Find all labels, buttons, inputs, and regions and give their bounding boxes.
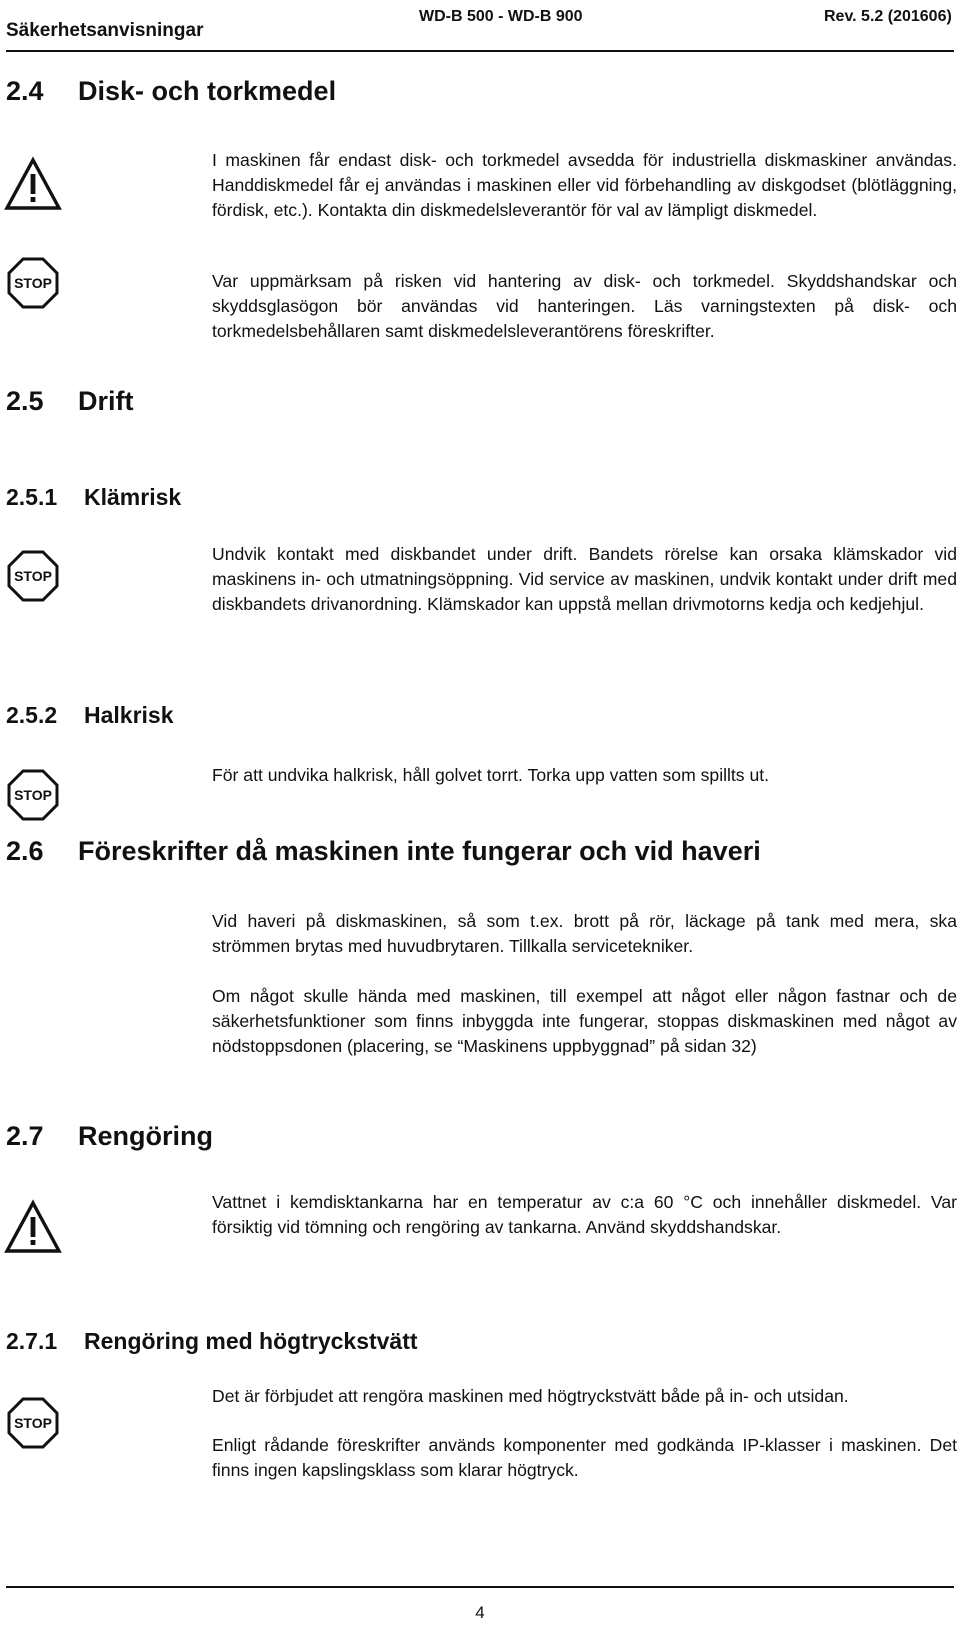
paragraph: Vid haveri på diskmaskinen, så som t.ex. brott på rör, läckage på tank med mera, ska strömmen brytas med huvudbrytaren. Tillkalla servicetekniker.	[212, 911, 957, 956]
section-title: Rengöring	[78, 1121, 213, 1151]
section-number: 2.7	[6, 1121, 44, 1151]
paragraph: Var uppmärksam på risken vid hantering av disk- och torkmedel. Skyddshandskar och skyddsglasögon bör användas vid hanteringen. Läs varningstexten på disk- och torkmedelsbehållaren samt diskmedelsleverantörens föreskrifter.	[212, 271, 957, 341]
paragraph: I maskinen får endast disk- och torkmedel avsedda för industriella diskmaskiner användas. Handdiskmedel får ej användas i maskinen eller vid förbehandling av diskgodset (blötläggning, fördisk, etc.). Kontakta din diskmedelsleverantör för val av lämpligt diskmedel.	[212, 150, 957, 220]
stop-sign-icon	[4, 1395, 62, 1451]
stop-label: STOP	[14, 1415, 52, 1431]
header-model: WD-B 500 - WD-B 900	[419, 8, 583, 25]
subsection-heading-2-5-1	[6, 484, 181, 511]
stop-label: STOP	[14, 275, 52, 291]
section-number: 2.5.1	[6, 484, 58, 510]
section-number: 2.4	[6, 76, 44, 106]
section-title: Disk- och torkmedel	[78, 76, 337, 106]
stop-sign-icon	[4, 255, 62, 311]
header-revision: Rev. 5.2 (201606)	[824, 8, 952, 25]
paragraph: För att undvika halkrisk, håll golvet torrt. Torka upp vatten som spillts ut.	[212, 765, 770, 785]
section-number: 2.6	[6, 836, 44, 866]
warning-triangle-icon	[4, 1199, 62, 1255]
stop-label: STOP	[14, 787, 52, 803]
section-title: Halkrisk	[84, 702, 174, 728]
stop-sign-icon	[4, 767, 62, 823]
footer-rule	[6, 1586, 954, 1588]
stop-sign-icon	[4, 548, 62, 604]
header-title: Säkerhetsanvisningar	[6, 20, 204, 41]
section-number: 2.5.2	[6, 702, 58, 728]
section-heading-2-4	[6, 76, 336, 107]
paragraph: Enligt rådande föreskrifter används komponenter med godkända IP-klasser i maskinen. Det finns ingen kapslingsklass som klarar högtryck.	[212, 1435, 957, 1480]
section-heading-2-6	[6, 836, 761, 867]
paragraph: Det är förbjudet att rengöra maskinen med högtryckstvätt både på in- och utsidan.	[212, 1386, 849, 1406]
section-title: Klämrisk	[84, 484, 182, 510]
page-number: 4	[475, 1603, 485, 1622]
paragraph: Vattnet i kemdisktankarna har en temperatur av c:a 60 °C och innehåller diskmedel. Var försiktig vid tömning och rengöring av tankarna. Använd skyddshandskar.	[212, 1192, 957, 1237]
section-title: Rengöring med högtryckstvätt	[84, 1328, 418, 1354]
section-title: Föreskrifter då maskinen inte fungerar och vid haveri	[78, 836, 761, 866]
paragraph: Undvik kontakt med diskbandet under drift. Bandets rörelse kan orsaka klämskador vid maskinens in- och utmatningsöppning. Vid service av maskinen, undvik kontakt under drift med diskbandets drivanordning. Klämskador kan uppstå mellan drivmotorns kedja och kedjehjul.	[212, 544, 957, 614]
section-number: 2.7.1	[6, 1328, 58, 1354]
header-rule	[6, 50, 954, 52]
section-title: Drift	[78, 386, 134, 416]
stop-label: STOP	[14, 568, 52, 584]
paragraph: Om något skulle hända med maskinen, till exempel att något eller någon fastnar och de säkerhetsfunktioner som finns inbyggda inte fungerar, stoppas diskmaskinen med något av nödstoppsdonen (placering, se “Maskinens uppbyggnad” på sidan 32)	[212, 986, 957, 1056]
subsection-heading-2-5-2	[6, 702, 174, 729]
warning-triangle-icon	[4, 156, 62, 212]
section-heading-2-7	[6, 1121, 213, 1152]
section-number: 2.5	[6, 386, 44, 416]
section-heading-2-5	[6, 386, 134, 417]
subsection-heading-2-7-1	[6, 1328, 418, 1355]
